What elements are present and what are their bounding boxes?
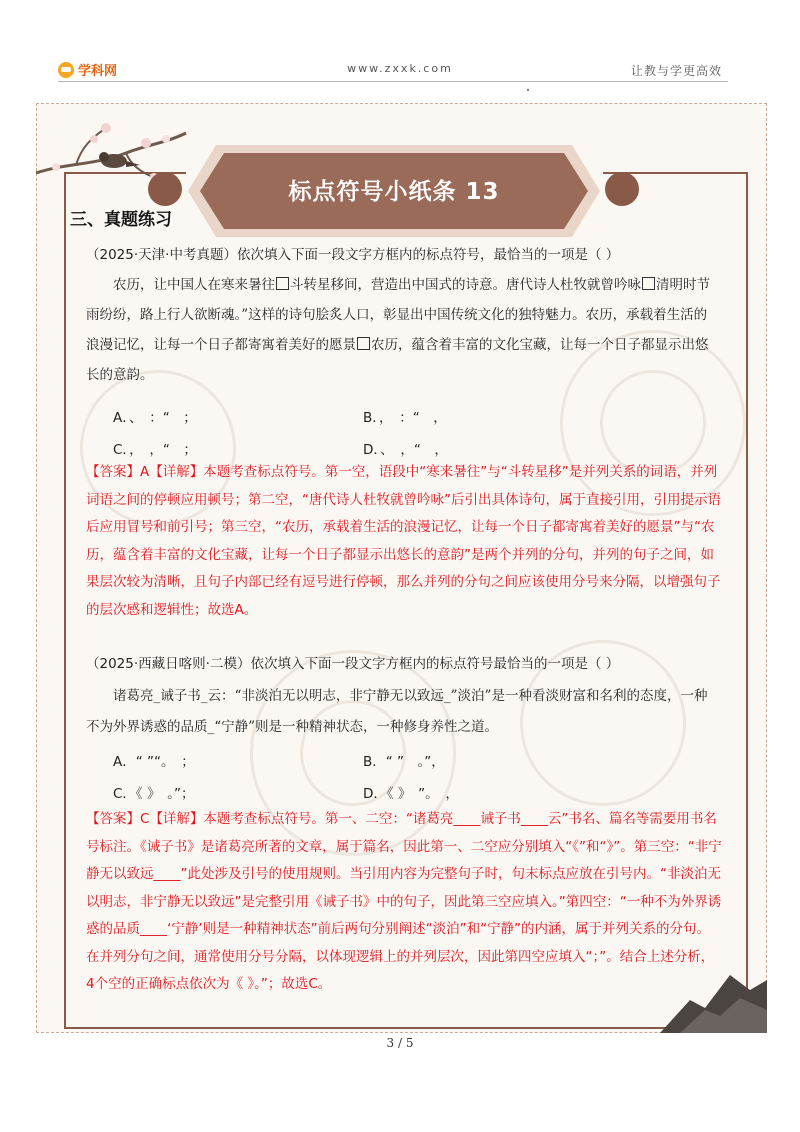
question-1-passage	[86, 270, 718, 390]
banner-ornament-left	[148, 172, 182, 206]
passage-part: 清明时节雨纷纷，路上行人欲断魂。”这样的诗句脍炙人口，彰显出中国传统文化的独特魅力。农历，承载着生活的浪漫记忆，让每一个日子都寄寓着美好的愿景	[86, 277, 710, 353]
page-number: 3 / 5	[386, 1036, 414, 1050]
passage-part: 农历，蕴含着丰富的文化宝藏，让每一个日子都显示出悠长的意韵。	[86, 337, 709, 383]
q1-option-b[interactable]: B．， ：“ ，	[363, 410, 447, 426]
q1-option-d[interactable]: D．、 ，“ ，	[363, 442, 448, 458]
question-2-passage	[86, 681, 718, 743]
question-2-stem: （2025·西藏日喀则·二模）依次填入下面一段文字方框内的标点符号最恰当的一项是（ ）	[86, 656, 620, 672]
section-title: 三、真题练习	[70, 210, 172, 230]
q2-option-c[interactable]: C．《 》 。”；	[113, 786, 195, 802]
blank-box	[642, 277, 655, 290]
page-title: 标点符号小纸条 13	[288, 179, 500, 205]
page-header	[0, 0, 800, 90]
passage-text: 诸葛亮_诫子书_云：“非淡泊无以明志，非宁静无以致远_”淡泊”是一种看淡财富和名利的态度，一种不为外界诱惑的品质_“宁静”则是一种精神状态，一种修身养性之道。	[86, 688, 708, 735]
banner-ornament-right	[605, 172, 639, 206]
q1-option-c[interactable]: C．， ，“ ；	[113, 442, 197, 458]
header-divider	[58, 81, 728, 82]
passage-part: 农历，让中国人在寒来暑往	[113, 277, 275, 293]
q2-answer: 【答案】C【详解】本题考查标点符号。第一、二空：“诸葛亮____诫子书____云”书名、篇名等需要用书名号标注。《诫子书》是诸葛亮所著的文章，属于篇名，因此第一、二空应分别填入“《”和“》”。第三空：“非宁静无以致远____”此处涉及引号的使用规则。当引用内容为完整句子时，句末标点应放在引号内。“非淡泊无以明志，非宁静无以致远”是完整引用《诫子书》中的句子，因此第三空应填入。”第四空：“一种不为外界诱惑的品质____‘宁静’则是一种精神状态”前后两句分别阐述“淡泊”和“宁静”的内涵，属于并列关系的分句。在并列分句之间，通常使用分号分隔，以体现逻辑上的并列层次，因此第四空应填入“；”。结合上述分析，4个空的正确标点依次为《 》。”；故选C。	[86, 811, 722, 992]
q2-option-d[interactable]: D．《 》 ”。 ，	[363, 786, 459, 802]
blank-box	[357, 337, 370, 350]
site-url[interactable]: www.zxxk.com	[347, 62, 453, 75]
question-1-stem: （2025·天津·中考真题）依次填入下面一段文字方框内的标点符号，最恰当的一项是（ ）	[86, 247, 620, 263]
passage-part: 斗转星移间，营造出中国式的诗意。唐代诗人杜牧就曾吟咏	[290, 277, 641, 293]
logo-text: 学科网	[78, 64, 118, 79]
blank-box	[276, 277, 289, 290]
dot-mark	[527, 89, 529, 91]
header-slogan: 让教与学更高效	[630, 64, 722, 78]
q1-option-a[interactable]: A．、 ：“ ；	[113, 410, 197, 426]
q1-answer: 【答案】A【详解】本题考查标点符号。第一空，语段中“寒来暑往”与“斗转星移”是并列关系的词语，并列词语之间的停顿应用顿号；第二空，“唐代诗人杜牧就曾吟咏”后引出具体诗句，属于直接引用，引用提示语后应用冒号和前引号；第三空，“农历，承载着生活的浪漫记忆，让每一个日子都寄寓着美好的愿景”与“农历，蕴含着丰富的文化宝藏，让每一个日子都显示出悠长的意韵”是两个并列的分句，并列的句子之间，如果层次较为清晰，且句子内部已经有逗号进行停顿，那么并列的分句之间应该使用分号来分隔，以增强句子的层次感和逻辑性；故选A。	[86, 464, 721, 618]
q2-option-a[interactable]: A．“ ”“。 ；	[113, 754, 195, 770]
q2-option-b[interactable]: B．“ ” 。”，	[363, 754, 445, 770]
